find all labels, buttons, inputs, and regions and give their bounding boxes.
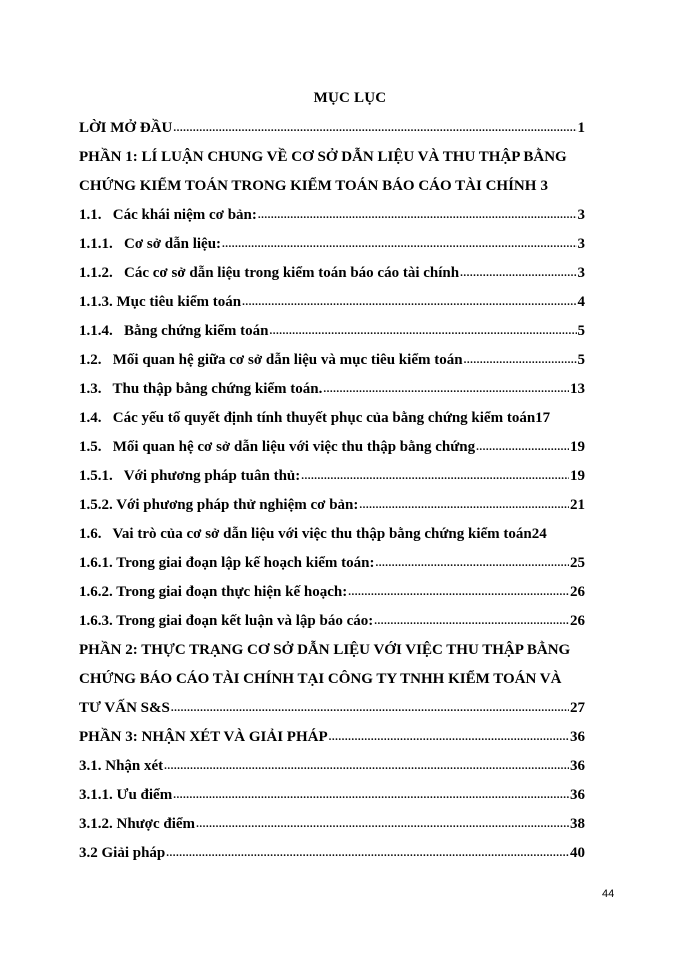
toc-entry-label: 3.2 Giải pháp [79,845,166,861]
toc-entry[interactable] [79,717,585,746]
toc-leader [460,263,576,282]
toc-entry-label: 1.1. Các khái niệm cơ bản: [79,207,257,223]
toc-entry-label: 1.6.2. Trong giai đoạn thực hiện kế hoạch: [79,584,348,600]
toc-leader [173,785,569,804]
toc-entry-page: 38 [570,816,585,832]
toc-entry[interactable] [79,369,585,398]
toc-entry-label: 1.5.1. Với phương pháp tuân thủ: [79,468,301,484]
toc-leader [375,553,569,572]
toc-entry-label: 1.1.4. Bằng chứng kiểm toán [79,323,269,339]
toc-entry-page: 19 [570,468,585,484]
toc-entry-label: TƯ VẤN S&S [79,700,170,716]
toc-entry-page: 19 [570,439,585,455]
toc-entry[interactable] [79,804,585,833]
toc-entry[interactable] [79,572,585,601]
toc-leader [269,321,576,340]
toc-entry-label: CHỨNG KIỂM TOÁN TRONG KIỂM TOÁN BÁO CÁO TÀI CHÍNH [79,178,537,194]
toc-entry-page: 3 [540,178,548,194]
toc-entry-page: 27 [570,700,585,716]
toc-entry-label: 1.6.3. Trong giai đoạn kết luận và lập báo cáo: [79,613,374,629]
toc-leader [464,350,577,369]
toc-entry[interactable] [79,659,585,688]
toc-entry[interactable] [79,775,585,804]
toc-entry[interactable] [79,398,585,427]
toc-entry-label: 1.1.1. Cơ sở dẫn liệu: [79,236,222,252]
toc-entry-page: 26 [570,584,585,600]
toc-entry[interactable] [79,195,585,224]
toc-entry-page: 1 [577,120,585,136]
toc-entry[interactable] [79,166,585,195]
toc-leader [348,582,569,601]
toc-leader [323,379,569,398]
toc-entry-page: 17 [535,410,551,426]
toc-entry-page: 40 [570,845,585,861]
toc-entry-label: 1.1.3. Mục tiêu kiểm toán [79,294,242,310]
toc-entry-page: 25 [570,555,585,571]
toc-entry-label: CHỨNG BÁO CÁO TÀI CHÍNH TẠI CÔNG TY TNHH KIỂM TOÁN VÀ [79,671,562,687]
toc-entry-page: 36 [570,758,585,774]
toc-entry[interactable] [79,427,585,456]
table-of-contents [79,108,585,862]
toc-entry-page: 26 [570,613,585,629]
toc-leader [374,611,569,630]
toc-entry-label: 1.5. Mối quan hệ cơ sở dẫn liệu với việc thu thập bằng chứng [79,439,476,455]
toc-entry-label: 1.6. Vai trò của cơ sở dẫn liệu với việc thu thập bằng chứng kiểm toán [79,526,532,542]
toc-entry-label: 3.1.1. Ưu điểm [79,787,173,803]
toc-entry-page: 13 [570,381,585,397]
toc-entry[interactable] [79,746,585,775]
toc-title: MỤC LỤC [313,90,387,106]
toc-entry-label: PHẦN 1: LÍ LUẬN CHUNG VỀ CƠ SỞ DẪN LIỆU VÀ THU THẬP BẰNG [79,149,567,165]
toc-entry-label: 1.6.1. Trong giai đoạn lập kế hoạch kiểm toán: [79,555,375,571]
toc-leader [301,466,569,485]
toc-entry[interactable] [79,688,585,717]
toc-entry-label: 1.3. Thu thập bằng chứng kiểm toán. [79,381,323,397]
toc-entry-label: PHẦN 3: NHẬN XÉT VÀ GIẢI PHÁP [79,729,328,745]
toc-entry-page: 3 [577,207,585,223]
toc-entry-label: 3.1. Nhận xét [79,758,164,774]
toc-entry[interactable] [79,485,585,514]
toc-entry[interactable] [79,833,585,862]
toc-leader [476,437,569,456]
toc-leader [329,727,569,746]
toc-entry-label: 3.1.2. Nhược điểm [79,816,196,832]
toc-entry-label: 1.2. Mối quan hệ giữa cơ sở dẫn liệu và mục tiêu kiểm toán [79,352,463,368]
toc-leader [164,756,569,775]
toc-entry[interactable] [79,543,585,572]
toc-entry[interactable] [79,456,585,485]
toc-entry-label: LỜI MỞ ĐẦU [79,120,173,136]
toc-entry-label: 1.1.2. Các cơ sở dẫn liệu trong kiểm toán báo cáo tài chính [79,265,460,281]
toc-entry-label: 1.4. Các yếu tố quyết định tính thuyết phục của bằng chứng kiểm toán [79,410,536,426]
toc-entry[interactable] [79,311,585,340]
toc-entry-label: PHẦN 2: THỰC TRẠNG CƠ SỞ DẪN LIỆU VỚI VIỆC THU THẬP BẰNG [79,642,571,658]
toc-entry[interactable] [79,340,585,369]
page-number: 44 [602,888,615,900]
toc-entry[interactable] [79,224,585,253]
toc-entry-page: 3 [577,236,585,252]
toc-entry-page: 5 [577,352,585,368]
toc-leader [196,814,569,833]
toc-entry-label: 1.5.2. Với phương pháp thử nghiệm cơ bản: [79,497,359,513]
toc-leader [258,205,577,224]
toc-entry-page: 5 [577,323,585,339]
toc-entry-page: 4 [577,294,585,310]
toc-leader [171,698,569,717]
toc-leader [173,118,576,137]
toc-entry[interactable] [79,601,585,630]
toc-entry[interactable] [79,630,585,659]
toc-entry[interactable] [79,253,585,282]
toc-entry[interactable] [79,137,585,166]
toc-entry[interactable] [79,514,585,543]
toc-leader [359,495,569,514]
toc-entry-page: 24 [531,526,547,542]
toc-entry-page: 36 [570,787,585,803]
toc-entry-page: 21 [570,497,585,513]
toc-leader [242,292,576,311]
toc-entry-page: 36 [570,729,585,745]
toc-entry-page: 3 [577,265,585,281]
toc-leader [222,234,576,253]
toc-leader [166,843,569,862]
toc-entry[interactable] [79,282,585,311]
toc-entry[interactable] [79,108,585,137]
